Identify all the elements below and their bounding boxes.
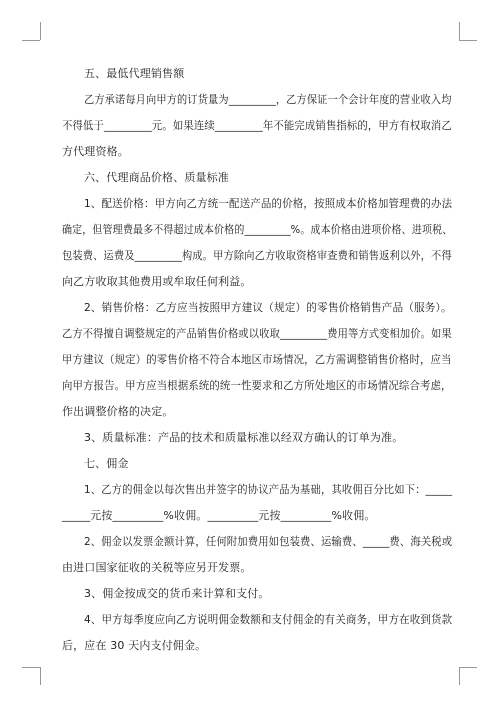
paragraph-line: 后，应在 30 天内支付佣金。 xyxy=(62,639,207,652)
paragraph-line: 2、销售价格：乙方应当按照甲方建议（规定）的零售价格销售产品（服务）。 xyxy=(84,301,452,314)
crop-mark-bottom-left-h xyxy=(22,667,40,668)
paragraph-line: 由进口国家征收的关税等应另开发票。 xyxy=(62,561,252,574)
paragraph-line: 方代理资格。 xyxy=(62,145,129,158)
paragraph-line: 向甲方报告。甲方应当根据系统的统一性要求和乙方所处地区的市场情况综合考虑， xyxy=(62,379,452,392)
paragraph-line: 1、配送价格：甲方向乙方统一配送产品的价格，按照成本价格加管理费的办法 xyxy=(84,197,453,210)
crop-mark-bottom-left-v xyxy=(40,667,41,685)
crop-mark-top-left-v xyxy=(40,22,41,40)
paragraph-line: 4、甲方每季度应向乙方说明佣金数额和支付佣金的有关商务，甲方在收到货款 xyxy=(84,613,453,626)
crop-mark-top-right-v xyxy=(459,22,460,40)
paragraph-line: 甲方建议（规定）的零售价格不符合本地区市场情况，乙方需调整销售价格时，应当 xyxy=(62,353,452,366)
crop-mark-top-right-h xyxy=(459,40,477,41)
section-5-heading: 五、最低代理销售额 xyxy=(84,67,185,80)
section-7-heading: 七、佣金 xyxy=(84,457,129,470)
paragraph-line: 3、质量标准：产品的技术和质量标准以经双方确认的订单为准。 xyxy=(84,431,404,444)
paragraph-line: 乙方承诺每月向甲方的订货量为_________，乙方保证一个会计年度的营业收入均 xyxy=(84,93,452,106)
crop-mark-bottom-right-h xyxy=(459,667,477,668)
crop-mark-bottom-right-v xyxy=(459,667,460,685)
section-6-heading: 六、代理商品价格、质量标准 xyxy=(84,171,229,184)
paragraph-line: 乙方不得擅自调整规定的产品销售价格或以收取_________费用等方式变相加价。如果 xyxy=(62,327,452,340)
paragraph-line: _____元按_________%收佣。_________元按_________%收佣。 xyxy=(62,509,376,522)
paragraph-line: 向乙方收取其他费用或牟取任何利益。 xyxy=(62,275,252,288)
paragraph-line: 确定，但管理费最多不得超过成本价格的_________%。成本价格由进项价格、进项税、 xyxy=(62,223,453,236)
paragraph-line: 3、佣金按成交的货币来计算和支付。 xyxy=(84,587,270,600)
paragraph-line: 1、乙方的佣金以每次售出并签字的协议产品为基础，其收佣百分比如下：_____ xyxy=(84,483,453,496)
paragraph-line: 2、佣金以发票金额计算，任何附加费用如包装费、运输费、_____费、海关税或 xyxy=(84,535,453,548)
paragraph-line: 不得低于_________元。如果连续_________年不能完成销售指标的，甲方有权取消乙 xyxy=(62,119,452,132)
crop-mark-top-left-h xyxy=(22,40,40,41)
paragraph-line: 作出调整价格的决定。 xyxy=(62,405,174,418)
paragraph-line: 包装费、运费及_________构成。甲方除向乙方收取资格审查费和销售返利以外，不得 xyxy=(62,249,452,262)
